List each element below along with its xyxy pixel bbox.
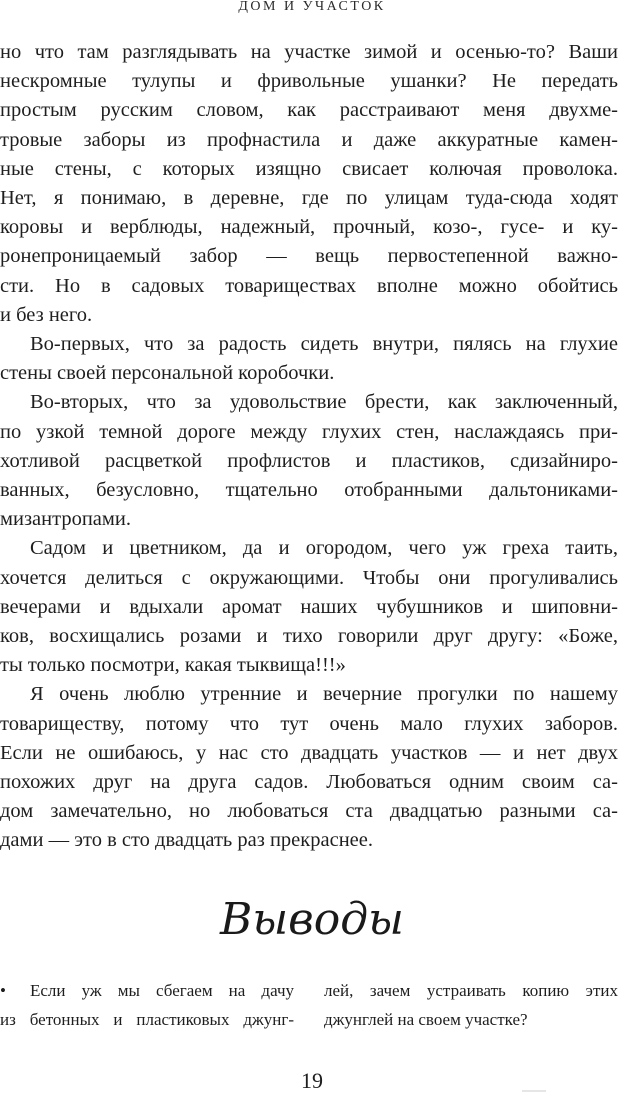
conclusions-column-right [324, 976, 618, 1034]
bullet-icon: • [0, 981, 6, 1000]
text-line: нескромные тулупы и фривольные ушанки? Не передать [0, 70, 618, 93]
text-line: Во-первых, что за радость сидеть внутри, пялясь на глухие [30, 333, 618, 356]
text-line: Если уж мы сбегаем на дачу [30, 981, 294, 1000]
text-line: лей, зачем устраивать копию этих [324, 981, 618, 1000]
paragraph [0, 534, 618, 680]
text-line: ные стены, с которых изящно свисает колючая проволока. [0, 157, 618, 180]
text-line: дом замечательно, но любоваться ста двадцатью разными са- [0, 800, 618, 823]
text-line: Во-вторых, что за удовольствие брести, как заключенный, [30, 391, 618, 414]
section-title: Выводы [220, 894, 404, 945]
text-line: но что там разглядывать на участке зимой и осенью-то? Ваши [0, 41, 618, 63]
text-line: сти. Но в садовых товариществах вполне можно обойтись [0, 274, 618, 297]
running-head: ДОМ И УЧАСТОК [238, 0, 386, 14]
text-line: вечерами и вдыхали аромат наших чубушников и шиповни- [0, 595, 618, 618]
list-item [0, 976, 294, 1005]
text-line: ванных, безусловно, тщательно отобранными дальтониками- [0, 479, 618, 502]
page-number: 19 [301, 1068, 323, 1093]
text-line: из бетонных и пластиковых джунг- [0, 1010, 294, 1029]
text-line: Нет, я понимаю, в деревне, где по улицам туда-сюда ходят [0, 187, 618, 210]
body-text [0, 38, 618, 856]
text-line: Садом и цветником, да и огородом, чего уж греха таить, [30, 537, 618, 560]
text-line: Я очень люблю утренние и вечерние прогулки по нашему [30, 683, 618, 706]
paragraph [0, 330, 618, 388]
page-edge-mark [522, 1090, 546, 1092]
text-line: товариществу, потому что тут очень мало глухих заборов. [0, 712, 618, 735]
text-line: дами — это в сто двадцать раз прекраснее. [0, 829, 373, 852]
text-line: коровы и верблюды, надежный, прочный, козо-, гусе- и ку- [0, 216, 618, 239]
conclusions-column-left [0, 976, 294, 1034]
text-line: мизантропами. [0, 508, 131, 531]
text-line: хотливой расцветкой профлистов и пластиков, сдизайниро- [0, 449, 618, 472]
text-line: ронепроницаемый забор — вещь первостепенной важно- [0, 245, 618, 268]
text-line: стены своей персональной коробочки. [0, 362, 335, 385]
paragraph [0, 388, 618, 534]
text-line: хочется делиться с окружающими. Чтобы они прогуливались [0, 566, 618, 589]
text-line: похожих друг на друга садов. Любоваться одним своим са- [0, 771, 618, 794]
paragraph [0, 680, 618, 855]
text-line: простым русским словом, как расстраивают меня двухме- [0, 99, 618, 122]
text-line: джунглей на своем участке? [324, 1010, 528, 1029]
text-line: по узкой темной дороге между глухих стен, наслаждаясь при- [0, 420, 618, 443]
paragraph [0, 38, 618, 330]
text-line: Если не ошибаюсь, у нас сто двадцать участков — и нет двух [0, 741, 618, 764]
text-line: и без него. [0, 303, 93, 326]
text-line: ков, восхищались розами и тихо говорили друг другу: «Боже, [0, 625, 618, 648]
text-line: тровые заборы из профнастила и даже аккуратные камен- [0, 128, 618, 151]
text-line: ты только посмотри, какая тыквища!!!» [0, 654, 346, 677]
